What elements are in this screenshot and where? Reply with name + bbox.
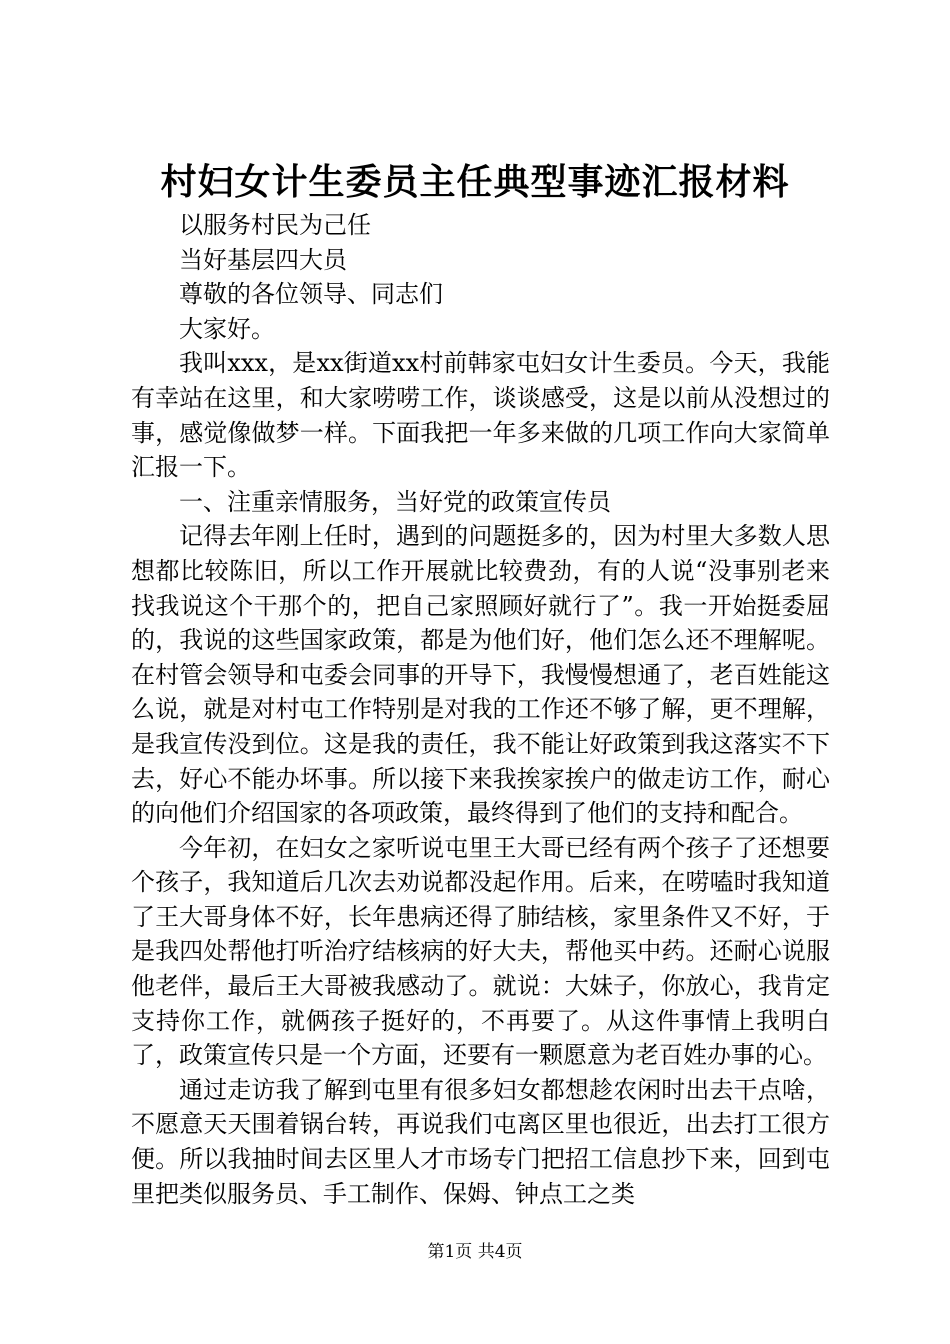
paragraph: 当好基层四大员: [179, 245, 347, 274]
paragraph: 我叫xxx，是xx街道xx村前韩家屯妇女计生委员。今天，我能有幸站在这里，和大家唠唠工作，谈谈感受，这是以前从没想过的事，感觉像做梦一样。下面我把一年多来做的几项工作向大家简单汇报一下。: [131, 349, 830, 482]
document-title: 村妇女计生委员主任典型事迹汇报材料: [160, 161, 790, 203]
paragraph: 大家好。: [179, 314, 275, 343]
section-heading: 一、注重亲情服务，当好党的政策宣传员: [179, 487, 611, 516]
paragraph: 记得去年刚上任时，遇到的问题挺多的，因为村里大多数人思想都比较陈旧，所以工作开展就比较费劲，有的人说“没事别老来找我说这个干那个的，把自己家照顾好就行了”。我一开始挺委屈的，我说的这些国家政策，都是为他们好，他们怎么还不理解呢。在村管会领导和屯委会同事的开导下，我慢慢想通了，老百姓能这么说，就是对村屯工作特别是对我的工作还不够了解，更不理解，是我宣传没到位。这是我的责任，我不能让好政策到我这落实不下去，好心不能办坏事。所以接下来我挨家挨户的做走访工作，耐心的向他们介绍国家的各项政策，最终得到了他们的支持和配合。: [131, 522, 830, 828]
paragraph: 今年初，在妇女之家听说屯里王大哥已经有两个孩子了还想要个孩子，我知道后几次去劝说都没起作用。后来，在唠嗑时我知道了王大哥身体不好，长年患病还得了肺结核，家里条件又不好，于是我四处帮他打听治疗结核病的好大夫，帮他买中药。还耐心说服他老伴，最后王大哥被我感动了。就说：大妹子，你放心，我肯定支持你工作，就俩孩子挺好的，不再要了。从这件事情上我明白了，政策宣传只是一个方面，还要有一颗愿意为老百姓办事的心。: [131, 833, 830, 1070]
paragraph: 通过走访我了解到屯里有很多妇女都想趁农闲时出去干点啥，不愿意天天围着锅台转，再说我们屯离区里也很近，出去打工很方便。所以我抽时间去区里人才市场专门把招工信息抄下来，回到屯里把类似服务员、手工制作、保姆、钟点工之类: [131, 1075, 830, 1208]
paragraph: 以服务村民为己任: [179, 211, 371, 239]
page-footer: 第1页 共4页: [427, 1242, 523, 1262]
paragraph: 尊敬的各位领导、同志们: [179, 280, 443, 309]
document-body: [131, 208, 830, 1211]
